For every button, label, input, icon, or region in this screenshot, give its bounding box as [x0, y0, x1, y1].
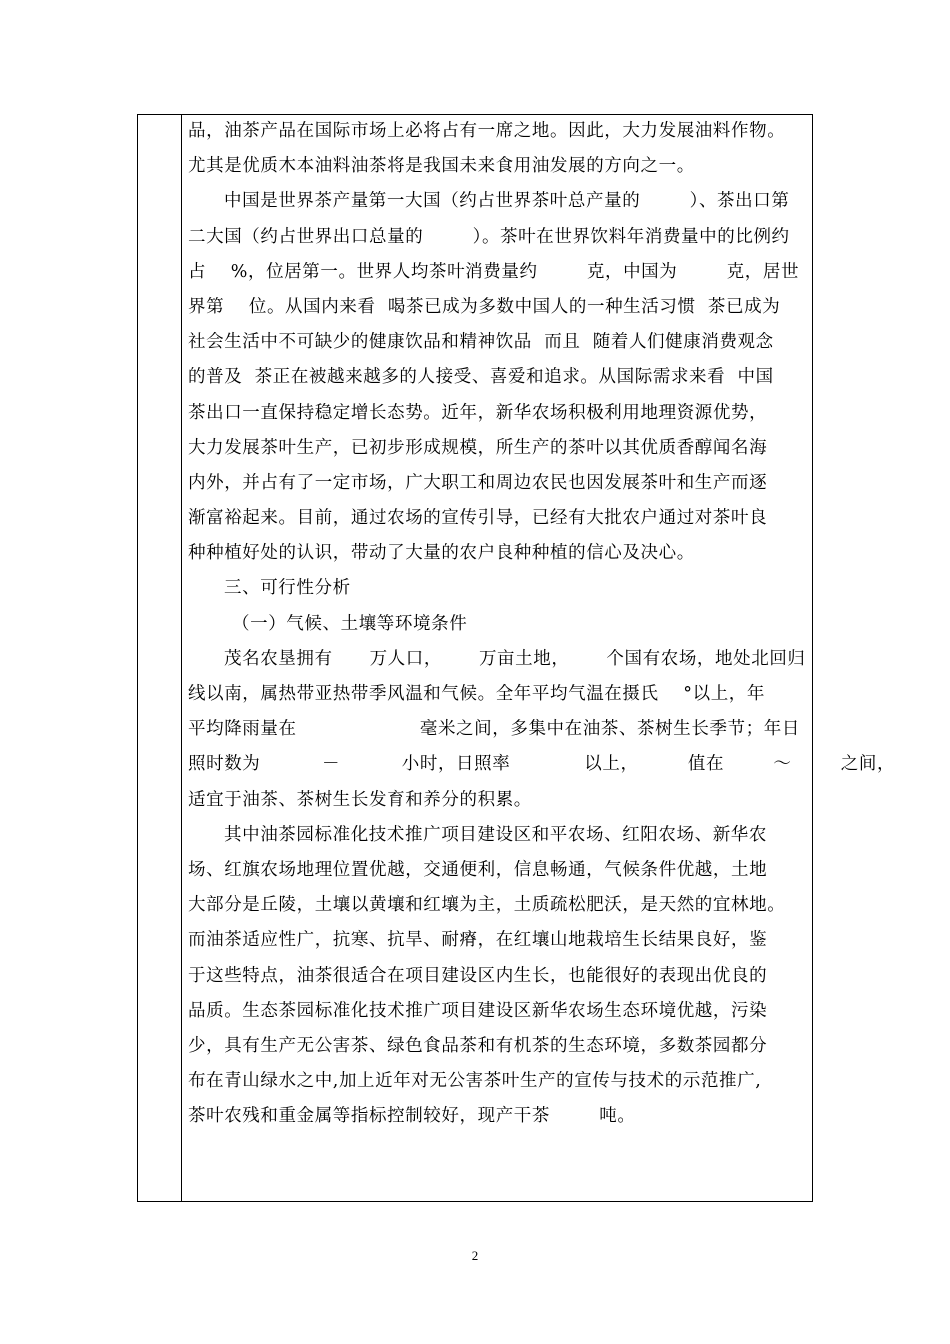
- text-line: 二大国（约占世界出口总量的 ）。茶叶在世界饮料年消费量中的比例约: [188, 226, 790, 247]
- text-line: 线以南，属热带亚热带季风温和气候。全年平均气温在摄氏 °以上，年: [188, 684, 765, 704]
- page-number: 2: [471, 1248, 479, 1263]
- paragraph-china-tea-production: [188, 184, 806, 571]
- text-line: 渐富裕起来。目前，通过农场的宣传引导，已经有大批农户通过对茶叶良: [188, 508, 768, 529]
- text-line: 适宜于油茶、茶树生长发育和养分的积累。: [188, 789, 532, 810]
- text-line: 茶叶农残和重金属等指标控制较好，现产干茶 吨。: [188, 1106, 636, 1127]
- text-line: 内外，并占有了一定市场，广大职工和周边农民也因发展茶叶和生产而逐: [188, 472, 768, 493]
- text-line: 中国是世界茶产量第一大国（约占世界茶叶总产量的 ）、茶出口第: [224, 191, 790, 212]
- paragraph-maoming-climate: [188, 642, 896, 818]
- text-line: 场、红旗农场地理位置优越，交通便利，信息畅通，气候条件优越，土地: [188, 859, 768, 880]
- text-line: 种种植好处的认识，带动了大量的农户良种种植的信心及决心。: [188, 543, 695, 564]
- text-line: 品质。生态茶园标准化技术推广项目建设区新华农场生态环境优越，污染: [188, 1000, 768, 1021]
- text-line: 界第 位。从国内来看 喝茶已成为多数中国人的一种生活习惯 茶已成为: [188, 296, 781, 317]
- text-line: 尤其是优质木本油料油茶将是我国未来食用油发展的方向之一。: [188, 156, 695, 177]
- subsection-heading-environment: （一）气候、土壤等环境条件: [232, 613, 468, 634]
- text-line: 大部分是丘陵，土壤以黄壤和红壤为主，土质疏松肥沃，是天然的宜林地。: [188, 895, 786, 916]
- document-body: [188, 114, 896, 1134]
- text-line: 其中油茶园标准化技术推广项目建设区和平农场、红阳农场、新华农: [224, 824, 767, 845]
- text-line: 少，具有生产无公害茶、绿色食品茶和有机茶的生态环境，多数茶园都分: [188, 1035, 768, 1056]
- text-line: 占 %，位居第一。世界人均茶叶消费量约 克，中国为 克，居世: [188, 261, 800, 282]
- text-line: 的普及 茶正在被越来越多的人接受、喜爱和追求。从国际需求来看 中国: [188, 367, 774, 388]
- section-heading-feasibility: 三、可行性分析: [224, 578, 351, 599]
- text-line: 照时数为 － 小时，日照率 以上， 值在 ～ 之间，: [188, 754, 896, 775]
- table-column-divider: [181, 114, 182, 1201]
- text-line: 大力发展茶叶生产，已初步形成规模，所生产的茶叶以其优质香醇闻名海: [188, 437, 768, 458]
- text-line: 平均降雨量在 毫米之间，多集中在油茶、茶树生长季节；年日: [188, 719, 800, 740]
- text-line: 于这些特点，油茶很适合在项目建设区内生长，也能很好的表现出优良的: [188, 965, 768, 986]
- text-line: 布在青山绿水之中,加上近年对无公害茶叶生产的宣传与技术的示范推广,: [188, 1071, 762, 1092]
- text-line: 茂名农垦拥有 万人口， 万亩土地， 个国有农场，地处北回归: [224, 648, 806, 669]
- text-line: 品，油茶产品在国际市场上必将占有一席之地。因此，大力发展油料作物。: [188, 121, 786, 141]
- paragraph-oil-tea-market: [188, 114, 806, 184]
- text-line: 社会生活中不可缺少的健康饮品和精神饮品 而且 随着人们健康消费观念: [188, 332, 774, 353]
- text-line: 而油茶适应性广，抗寒、抗旱、耐瘠，在红壤山地栽培生长结果良好，鉴: [188, 930, 768, 951]
- paragraph-project-sites: [188, 818, 806, 1135]
- text-line: 茶出口一直保持稳定增长态势。近年，新华农场积极利用地理资源优势，: [188, 402, 768, 423]
